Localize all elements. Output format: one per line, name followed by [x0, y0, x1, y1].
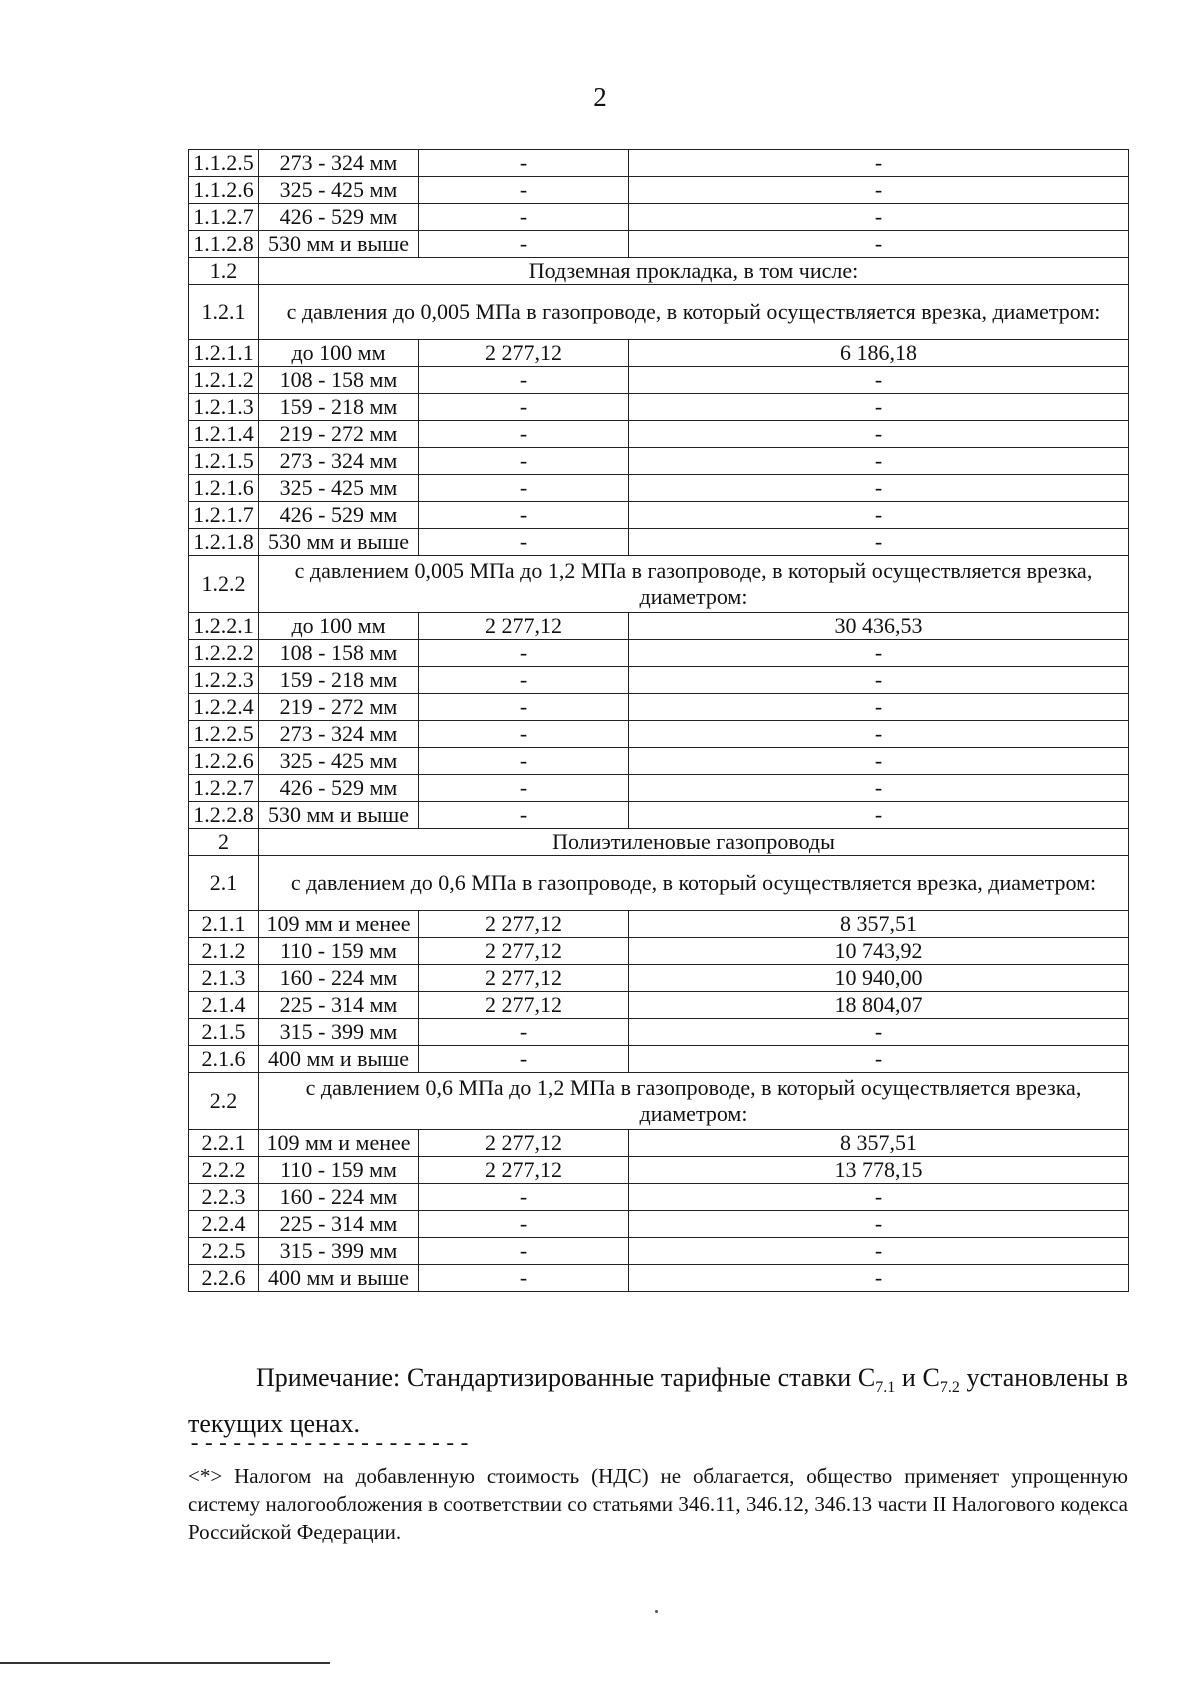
row-rate-c72: 10 940,00 [629, 965, 1129, 992]
table-row [189, 667, 1129, 694]
row-rate-c72: 10 743,92 [629, 938, 1129, 965]
row-rate-c71: - [419, 204, 629, 231]
note-text-before: Стандартизированные тарифные ставки С [406, 1363, 876, 1392]
table-row [189, 204, 1129, 231]
row-rate-c72: - [629, 1265, 1129, 1292]
row-code: 1.1.2.7 [189, 204, 259, 231]
row-code: 1.2.1.3 [189, 394, 259, 421]
row-code: 1.2.1.1 [189, 340, 259, 367]
row-rate-c72: - [629, 448, 1129, 475]
table-row [189, 802, 1129, 829]
subsection-code: 1.2.2 [189, 556, 259, 613]
row-code: 1.2.1.5 [189, 448, 259, 475]
section-code: 1.2 [189, 258, 259, 285]
row-rate-c72: - [629, 1046, 1129, 1073]
row-rate-c71: - [419, 748, 629, 775]
row-code: 1.2.1.6 [189, 475, 259, 502]
row-rate-c72: - [629, 394, 1129, 421]
subsection-title: с давлением 0,005 МПа до 1,2 МПа в газопроводе, в который осуществляется врезка, диаметром: [259, 556, 1129, 613]
row-rate-c71: - [419, 1184, 629, 1211]
row-rate-c72: - [629, 502, 1129, 529]
table-row [189, 1019, 1129, 1046]
row-rate-c72: 13 778,15 [629, 1157, 1129, 1184]
row-rate-c72: - [629, 721, 1129, 748]
row-diameter: 273 - 324 мм [259, 150, 419, 177]
scan-edge-line [0, 1662, 330, 1664]
row-diameter: 325 - 425 мм [259, 177, 419, 204]
row-code: 1.2.1.2 [189, 367, 259, 394]
row-rate-c72: - [629, 748, 1129, 775]
row-rate-c72: - [629, 529, 1129, 556]
note-label: Примечание: [256, 1363, 401, 1392]
row-rate-c71: - [419, 1265, 629, 1292]
row-rate-c71: - [419, 367, 629, 394]
row-rate-c72: 8 357,51 [629, 1130, 1129, 1157]
table-row [189, 856, 1129, 911]
row-rate-c71: - [419, 394, 629, 421]
row-diameter: 108 - 158 мм [259, 640, 419, 667]
row-rate-c72: - [629, 475, 1129, 502]
row-diameter: 400 мм и выше [259, 1265, 419, 1292]
section-code: 2 [189, 829, 259, 856]
row-diameter: 426 - 529 мм [259, 204, 419, 231]
table-row [189, 556, 1129, 613]
row-rate-c71: - [419, 1238, 629, 1265]
row-rate-c71: - [419, 694, 629, 721]
table-row [189, 177, 1129, 204]
row-rate-c72: - [629, 231, 1129, 258]
row-rate-c71: - [419, 177, 629, 204]
table-row [189, 1073, 1129, 1130]
row-code: 1.2.1.8 [189, 529, 259, 556]
table-row [189, 258, 1129, 285]
row-diameter: 530 мм и выше [259, 231, 419, 258]
row-diameter: 400 мм и выше [259, 1046, 419, 1073]
row-rate-c71: 2 277,12 [419, 613, 629, 640]
row-rate-c72: - [629, 694, 1129, 721]
row-rate-c71: 2 277,12 [419, 992, 629, 1019]
row-rate-c71: - [419, 802, 629, 829]
row-diameter: 160 - 224 мм [259, 965, 419, 992]
row-diameter: 108 - 158 мм [259, 367, 419, 394]
row-code: 2.2.5 [189, 1238, 259, 1265]
row-diameter: до 100 мм [259, 340, 419, 367]
tariff-table [188, 149, 1129, 1292]
table-row [189, 150, 1129, 177]
row-diameter: 110 - 159 мм [259, 938, 419, 965]
row-code: 1.2.2.5 [189, 721, 259, 748]
row-diameter: 159 - 218 мм [259, 667, 419, 694]
row-rate-c71: 2 277,12 [419, 965, 629, 992]
subsection-code: 2.1 [189, 856, 259, 911]
page-number: 2 [593, 82, 607, 112]
row-rate-c71: - [419, 1046, 629, 1073]
row-code: 1.2.2.3 [189, 667, 259, 694]
row-code: 1.2.2.7 [189, 775, 259, 802]
row-diameter: 530 мм и выше [259, 802, 419, 829]
row-code: 1.2.2.1 [189, 613, 259, 640]
row-rate-c72: - [629, 1019, 1129, 1046]
subsection-code: 1.2.1 [189, 285, 259, 340]
subsection-title: с давлением 0,6 МПа до 1,2 МПа в газопроводе, в который осуществляется врезка, диаметром: [259, 1073, 1129, 1130]
row-code: 2.1.5 [189, 1019, 259, 1046]
row-rate-c72: - [629, 667, 1129, 694]
row-code: 2.1.4 [189, 992, 259, 1019]
row-code: 2.2.2 [189, 1157, 259, 1184]
row-diameter: 530 мм и выше [259, 529, 419, 556]
row-diameter: 225 - 314 мм [259, 1211, 419, 1238]
row-rate-c72: - [629, 1211, 1129, 1238]
row-diameter: 159 - 218 мм [259, 394, 419, 421]
table-row [189, 502, 1129, 529]
row-code: 2.1.3 [189, 965, 259, 992]
table-row [189, 829, 1129, 856]
row-rate-c71: - [419, 775, 629, 802]
scan-dot [655, 1610, 658, 1613]
note-sub-1: 7.1 [875, 1379, 896, 1397]
table-row [189, 1046, 1129, 1073]
row-diameter: 225 - 314 мм [259, 992, 419, 1019]
row-code: 1.2.1.7 [189, 502, 259, 529]
row-diameter: 109 мм и менее [259, 1130, 419, 1157]
row-rate-c71: - [419, 1019, 629, 1046]
footnote: <*> Налогом на добавленную стоимость (НДС) не облагается, общество применяет упрощенную систему налогообложения в соответствии со статьями 346.11, 346.12, 346.13 части II Налогового кодекса Российской Федерации. [188, 1464, 1128, 1544]
table-row [189, 613, 1129, 640]
table-row [189, 231, 1129, 258]
note-sub-2: 7.2 [939, 1379, 960, 1397]
row-code: 1.2.2.8 [189, 802, 259, 829]
row-rate-c72: - [629, 150, 1129, 177]
row-diameter: 219 - 272 мм [259, 421, 419, 448]
row-code: 1.1.2.5 [189, 150, 259, 177]
row-rate-c71: 2 277,12 [419, 340, 629, 367]
row-rate-c72: - [629, 640, 1129, 667]
row-code: 2.1.2 [189, 938, 259, 965]
row-code: 1.2.2.4 [189, 694, 259, 721]
row-rate-c72: 8 357,51 [629, 911, 1129, 938]
table-row [189, 775, 1129, 802]
row-code: 2.2.3 [189, 1184, 259, 1211]
row-rate-c72: - [629, 204, 1129, 231]
row-rate-c71: 2 277,12 [419, 911, 629, 938]
note-middle: и С [895, 1363, 940, 1392]
row-rate-c71: - [419, 721, 629, 748]
row-code: 1.2.2.6 [189, 748, 259, 775]
subsection-title: с давлением до 0,6 МПа в газопроводе, в который осуществляется врезка, диаметром: [259, 856, 1129, 911]
row-rate-c71: - [419, 475, 629, 502]
subsection-code: 2.2 [189, 1073, 259, 1130]
row-code: 2.2.1 [189, 1130, 259, 1157]
subsection-title: с давления до 0,005 МПа в газопроводе, в который осуществляется врезка, диаметром: [259, 285, 1129, 340]
table-row [189, 421, 1129, 448]
note-paragraph [188, 1360, 1128, 1442]
row-rate-c72: 30 436,53 [629, 613, 1129, 640]
table-row [189, 938, 1129, 965]
table-row [189, 285, 1129, 340]
row-diameter: 109 мм и менее [259, 911, 419, 938]
row-rate-c71: 2 277,12 [419, 1130, 629, 1157]
row-diameter: 426 - 529 мм [259, 775, 419, 802]
row-rate-c71: - [419, 502, 629, 529]
row-diameter: 325 - 425 мм [259, 748, 419, 775]
section-title: Полиэтиленовые газопроводы [259, 829, 1129, 856]
row-rate-c72: - [629, 1238, 1129, 1265]
table-row [189, 748, 1129, 775]
table-row [189, 640, 1129, 667]
row-code: 2.1.1 [189, 911, 259, 938]
row-rate-c72: 18 804,07 [629, 992, 1129, 1019]
row-rate-c71: - [419, 640, 629, 667]
table-row [189, 965, 1129, 992]
table-row [189, 1157, 1129, 1184]
table-row [189, 340, 1129, 367]
row-diameter: 110 - 159 мм [259, 1157, 419, 1184]
table-row [189, 911, 1129, 938]
row-diameter: 315 - 399 мм [259, 1019, 419, 1046]
row-rate-c71: - [419, 421, 629, 448]
row-diameter: 273 - 324 мм [259, 448, 419, 475]
row-code: 1.1.2.6 [189, 177, 259, 204]
row-diameter: 426 - 529 мм [259, 502, 419, 529]
row-rate-c72: - [629, 802, 1129, 829]
row-code: 2.2.4 [189, 1211, 259, 1238]
table-row [189, 1130, 1129, 1157]
row-diameter: 273 - 324 мм [259, 721, 419, 748]
table-row [189, 475, 1129, 502]
row-rate-c72: - [629, 775, 1129, 802]
row-rate-c72: 6 186,18 [629, 340, 1129, 367]
row-diameter: 325 - 425 мм [259, 475, 419, 502]
row-rate-c71: - [419, 529, 629, 556]
row-rate-c72: - [629, 367, 1129, 394]
row-rate-c72: - [629, 1184, 1129, 1211]
row-code: 1.2.1.4 [189, 421, 259, 448]
row-diameter: 219 - 272 мм [259, 694, 419, 721]
table-row [189, 367, 1129, 394]
table-row [189, 529, 1129, 556]
table-row [189, 1184, 1129, 1211]
row-rate-c71: - [419, 667, 629, 694]
row-diameter: 160 - 224 мм [259, 1184, 419, 1211]
table-row [189, 394, 1129, 421]
row-diameter: 315 - 399 мм [259, 1238, 419, 1265]
row-rate-c71: - [419, 448, 629, 475]
row-rate-c71: - [419, 1211, 629, 1238]
footnote-separator: -------------------- [188, 1432, 473, 1457]
row-code: 1.2.2.2 [189, 640, 259, 667]
tariff-table-body [189, 150, 1129, 1292]
table-row [189, 448, 1129, 475]
table-row [189, 1211, 1129, 1238]
table-row [189, 721, 1129, 748]
row-rate-c71: 2 277,12 [419, 938, 629, 965]
note-text-after: установлены в текущих ценах. [188, 1363, 1128, 1439]
row-diameter: до 100 мм [259, 613, 419, 640]
row-rate-c72: - [629, 421, 1129, 448]
row-code: 2.2.6 [189, 1265, 259, 1292]
row-code: 2.1.6 [189, 1046, 259, 1073]
row-rate-c72: - [629, 177, 1129, 204]
table-row [189, 1265, 1129, 1292]
row-code: 1.1.2.8 [189, 231, 259, 258]
row-rate-c71: - [419, 150, 629, 177]
section-title: Подземная прокладка, в том числе: [259, 258, 1129, 285]
table-row [189, 694, 1129, 721]
row-rate-c71: - [419, 231, 629, 258]
table-row [189, 992, 1129, 1019]
row-rate-c71: 2 277,12 [419, 1157, 629, 1184]
table-row [189, 1238, 1129, 1265]
